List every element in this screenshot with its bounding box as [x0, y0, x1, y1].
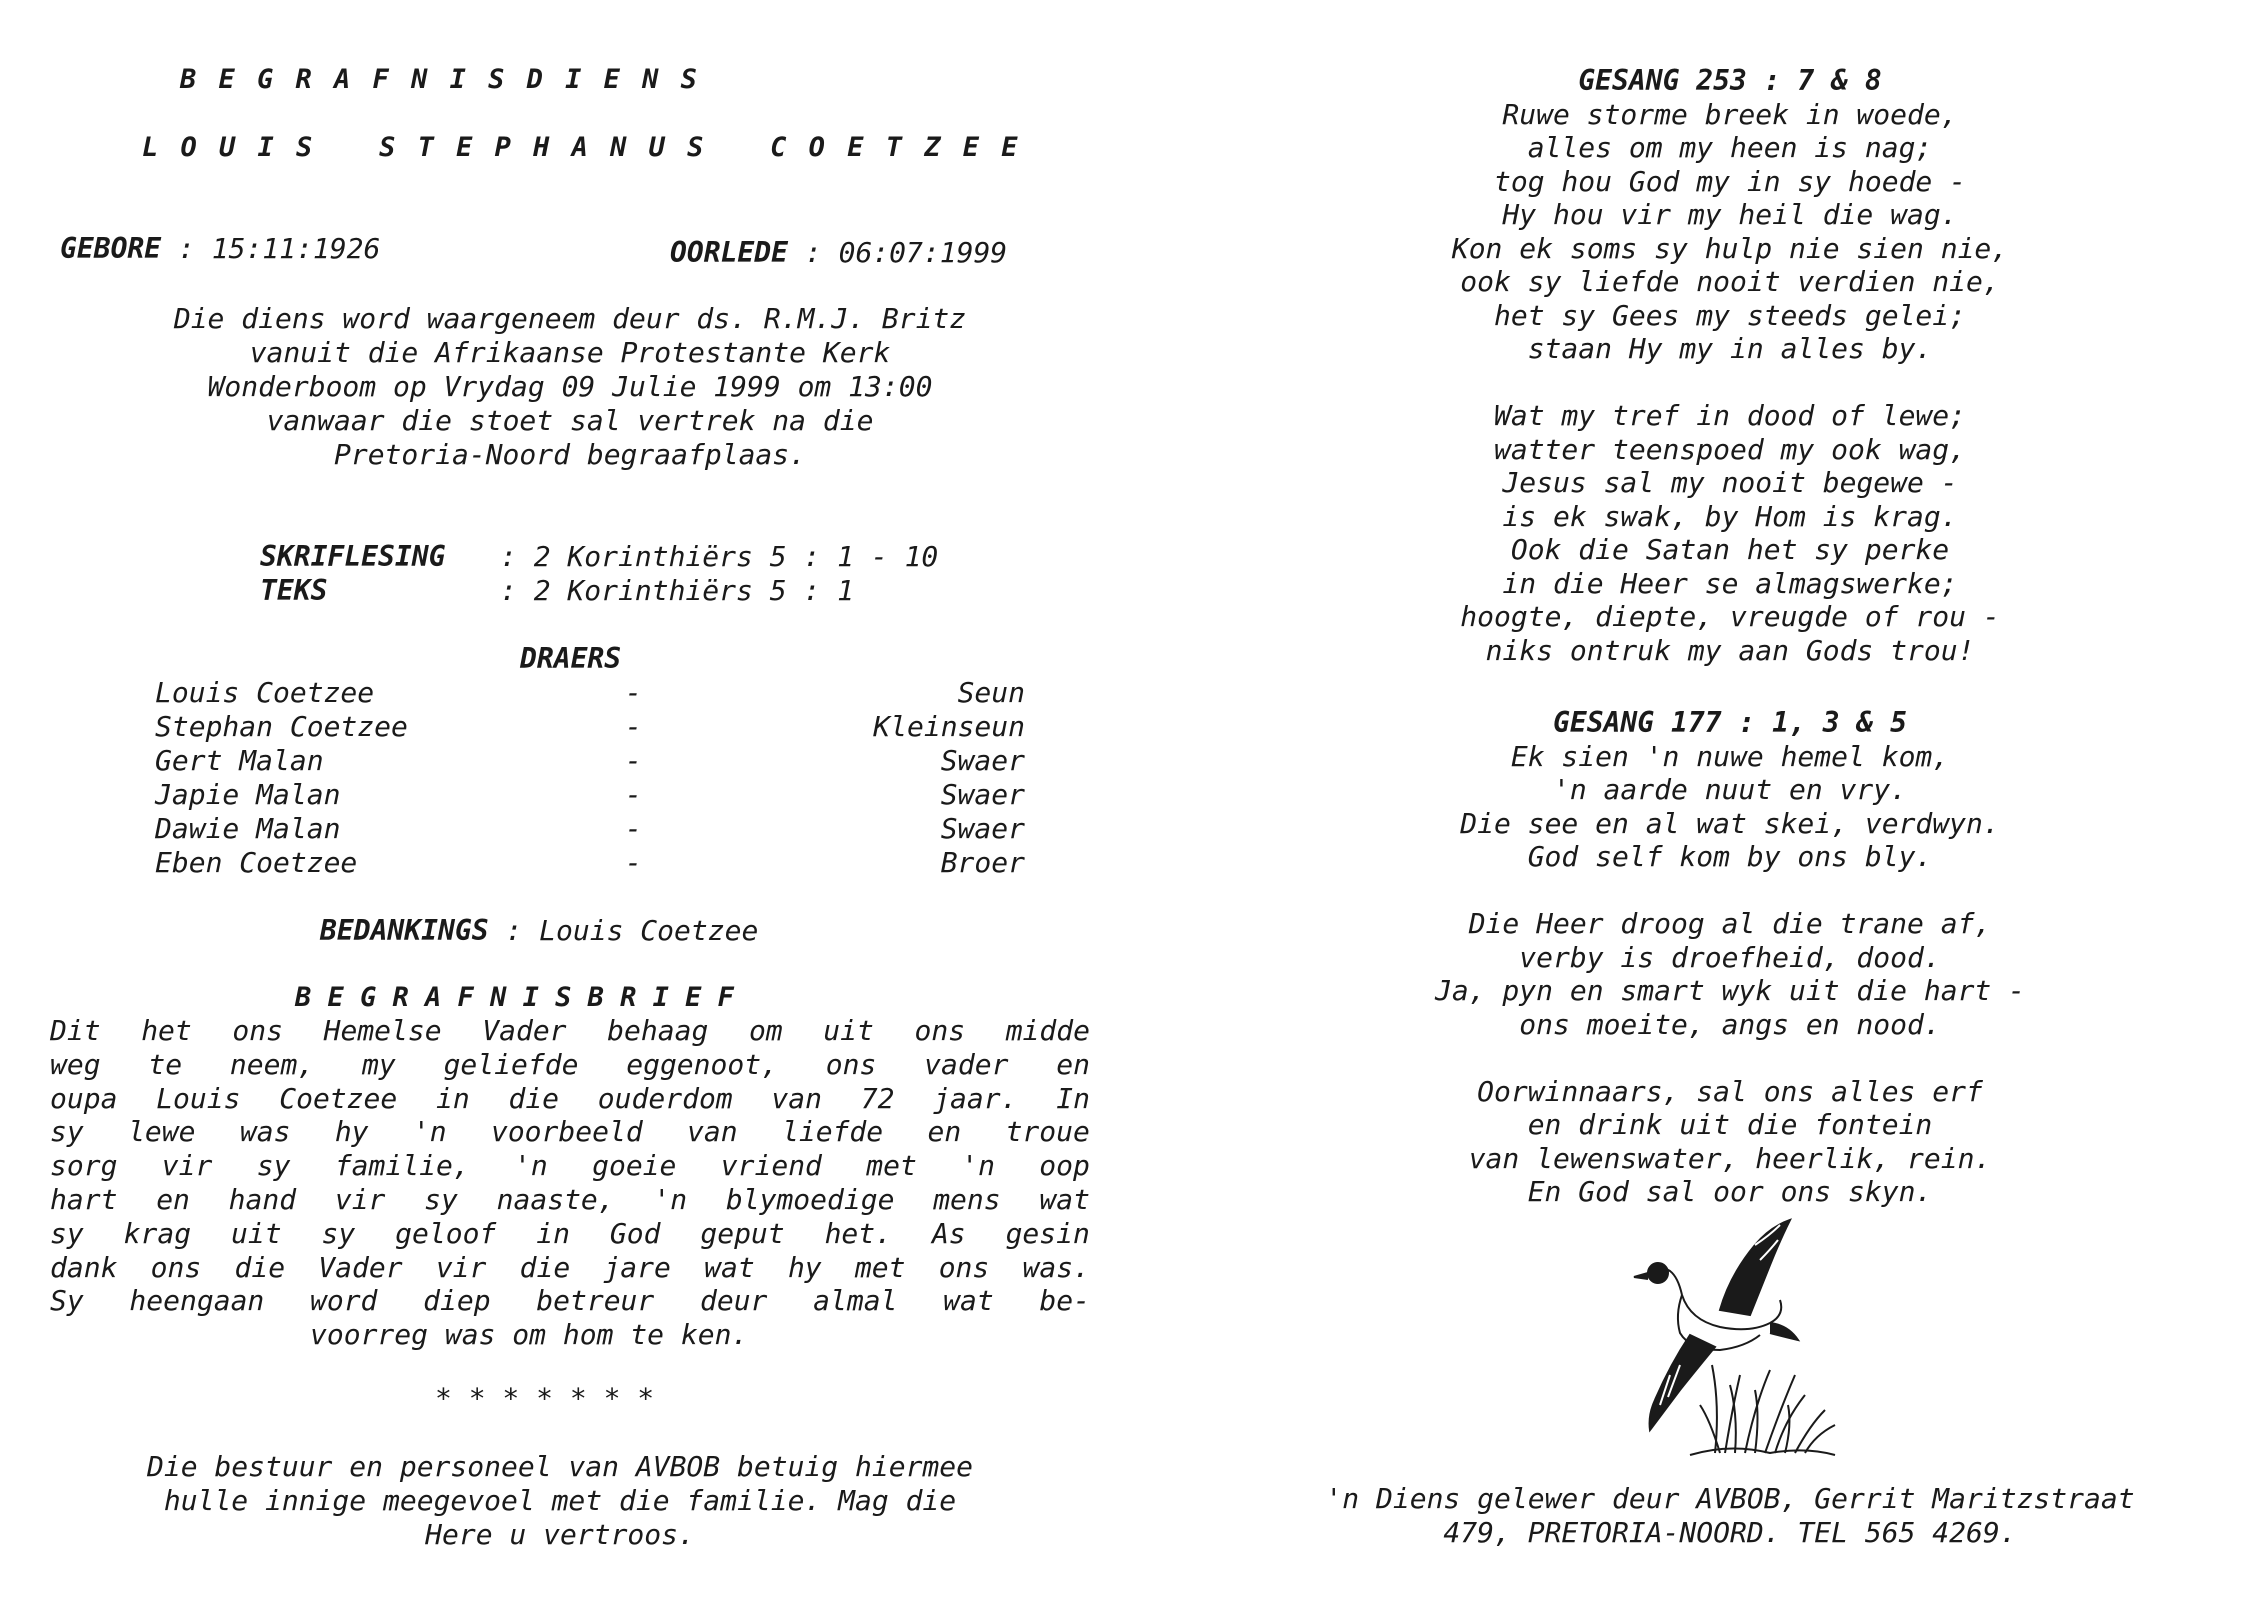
hymn-line: alles om my heen is nag; — [1527, 131, 1933, 164]
hymn-line: staan Hy my in alles by. — [1527, 332, 1933, 365]
hymn-line: ook sy liefde nooit verdien nie, — [1460, 265, 2000, 298]
bearer-relation: Seun — [957, 676, 1025, 709]
bearer-name: Japie Malan — [155, 778, 341, 811]
text-value: : 2 Korinthiërs 5 : 1 — [500, 574, 855, 607]
hymn-line: Kon ek soms sy hulp nie sien nie, — [1451, 231, 2009, 265]
hymn-line: Die see en al wat skei, verdwyn. — [1460, 806, 2000, 840]
hymn-line: Ruwe storme breek in woede, — [1502, 97, 1958, 131]
service-details — [70, 302, 1070, 472]
letter-line: voorreg was om hom te ken. — [310, 1318, 749, 1352]
bearer-name: Dawie Malan — [155, 812, 341, 845]
service-line: vanuit die Afrikaanse Protestante Kerk — [249, 336, 891, 369]
bearer-relation: Kleinseun — [873, 710, 1025, 743]
hymn-line: Hy hou vir my heil die wag. — [1502, 198, 1958, 231]
hymn-line: en drink uit die fontein — [1527, 1108, 1933, 1141]
bearer-dash: - — [625, 778, 642, 811]
hymn-line: tog hou God my in sy hoede - — [1493, 164, 1966, 198]
bearer-relation: Broer — [940, 846, 1025, 879]
letter-line: dank ons die Vader vir die jare wat hy met ons was. — [50, 1250, 1090, 1284]
thanks-value: : Louis Coetzee — [505, 914, 759, 947]
hymn-line: niks ontruk my aan Gods trou! — [1485, 633, 1975, 667]
bearer-row — [155, 676, 1025, 710]
hymn-line: Ja, pyn en smart wyk uit die hart - — [1434, 974, 2025, 1007]
letter-body — [50, 1014, 1090, 1352]
footer-credit — [1230, 1482, 2230, 1550]
text-label: TEKS — [260, 574, 328, 607]
bearer-name: Eben Coetzee — [155, 846, 358, 879]
deceased-name: L O U I S S T E P H A N U S C O E T Z E E — [142, 132, 1018, 163]
bearer-row — [155, 846, 1025, 880]
bearer-name: Gert Malan — [155, 744, 324, 777]
bearer-row — [155, 812, 1025, 846]
bearer-dash: - — [625, 676, 642, 709]
closing-line: hulle innige meegevoel met die familie. Mag die — [163, 1484, 957, 1517]
bearer-row — [155, 710, 1025, 744]
hymn-line: is ek swak, by Hom is krag. — [1502, 499, 1958, 533]
closing-line: Here u vertroos. — [425, 1518, 695, 1551]
died-value: : 06:07:1999 — [804, 236, 1008, 269]
service-line: Wonderboom op Vrydag 09 Julie 1999 om 13:00 — [207, 370, 933, 403]
service-heading: B E G R A F N I S D I E N S — [180, 64, 697, 95]
closing-line: Die bestuur en personeel van AVBOB betuig hiermee — [146, 1450, 973, 1483]
hymn-line: En God sal oor ons skyn. — [1527, 1175, 1933, 1208]
bearer-name: Stephan Coetzee — [155, 710, 408, 743]
bearer-dash: - — [625, 846, 642, 879]
service-line: Die diens word waargeneem deur ds. R.M.J. Britz — [173, 302, 967, 335]
bearer-row — [155, 744, 1025, 778]
born-line — [60, 232, 380, 265]
bearer-relation: Swaer — [940, 812, 1025, 845]
thanks-line — [320, 914, 758, 947]
letter-line: sy lewe was hy 'n voorbeeld van liefde en troue — [50, 1115, 1090, 1149]
letter-line: Dit het ons Hemelse Vader behaag om uit ons midde — [50, 1014, 1090, 1047]
hymn-title: GESANG 253 : 7 & 8 — [1578, 64, 1882, 97]
letter-line: sy krag uit sy geloof in God geput het. As gesin — [50, 1216, 1090, 1250]
bearer-relation: Swaer — [940, 744, 1025, 777]
hymn-line: watter teenspoed my ook wag, — [1493, 432, 1966, 466]
born-label: GEBORE — [60, 232, 162, 265]
bearers-heading: DRAERS — [520, 642, 622, 675]
hymn-line: Wat my tref in dood of lewe; — [1493, 399, 1966, 432]
died-line — [670, 236, 1007, 269]
letter-line: Sy heengaan word diep betreur deur almal wat be- — [50, 1284, 1090, 1318]
flying-duck-icon — [1620, 1215, 1850, 1460]
letter-line: sorg vir sy familie, 'n goeie vriend met 'n oop — [50, 1149, 1090, 1183]
bearer-relation: Swaer — [940, 778, 1025, 811]
hymn-line: het sy Gees my steeds gelei; — [1493, 298, 1966, 332]
footer-line: 479, PRETORIA-NOORD. TEL 565 4269. — [1443, 1516, 2017, 1549]
service-line: Pretoria-Noord begraafplaas. — [333, 438, 806, 471]
hymn-line: Ek sien 'n nuwe hemel kom, — [1510, 739, 1950, 773]
bearer-row — [155, 778, 1025, 812]
bearer-dash: - — [625, 710, 642, 743]
died-label: OORLEDE — [670, 236, 789, 269]
hymn-title: GESANG 177 : 1, 3 & 5 — [1552, 706, 1907, 739]
reading-label: SKRIFLESING — [260, 540, 446, 573]
bearer-dash: - — [625, 812, 642, 845]
reading-line — [260, 540, 938, 573]
hymn-line: hoogte, diepte, vreugde of rou - — [1460, 600, 2000, 633]
footer-line: 'n Diens gelewer deur AVBOB, Gerrit Maritzstraat — [1325, 1482, 2135, 1515]
bearer-name: Louis Coetzee — [155, 676, 375, 709]
reading-value: : 2 Korinthiërs 5 : 1 - 10 — [500, 540, 939, 573]
hymn-line: Ook die Satan het sy perke — [1510, 533, 1950, 566]
hymn-line: Oorwinnaars, sal ons alles erf — [1477, 1074, 1983, 1108]
hymn-line: in die Heer se almagswerke; — [1502, 566, 1958, 600]
hymn-line: van lewenswater, heerlik, rein. — [1468, 1141, 1992, 1175]
hymn-177 — [1240, 706, 2220, 1209]
thanks-label: BEDANKINGS — [320, 914, 489, 947]
letter-heading: B E G R A F N I S B R I E F — [295, 982, 734, 1013]
hymn-line: 'n aarde nuut en vry. — [1552, 773, 1907, 806]
hymn-line: verby is droefheid, dood. — [1519, 940, 1941, 974]
stars-divider: * * * * * * * — [435, 1382, 655, 1415]
letter-line: oupa Louis Coetzee in die ouderdom van 72 jaar. In — [50, 1081, 1090, 1115]
bearer-dash: - — [625, 744, 642, 777]
letter-line: weg te neem, my geliefde eggenoot, ons vader en — [50, 1047, 1090, 1081]
hymn-line: God self kom by ons bly. — [1527, 840, 1933, 873]
hymn-253 — [1240, 64, 2220, 667]
born-value: : 15:11:1926 — [178, 232, 381, 265]
closing-message — [40, 1450, 1080, 1552]
text-line — [260, 574, 854, 607]
hymn-line: ons moeite, angs en nood. — [1519, 1007, 1941, 1041]
service-line: vanwaar die stoet sal vertrek na die — [266, 404, 874, 437]
hymn-line: Die Heer droog al die trane af, — [1468, 907, 1992, 940]
letter-line: hart en hand vir sy naaste, 'n blymoedige mens wat — [50, 1182, 1090, 1216]
hymn-line: Jesus sal my nooit begewe - — [1502, 466, 1958, 499]
